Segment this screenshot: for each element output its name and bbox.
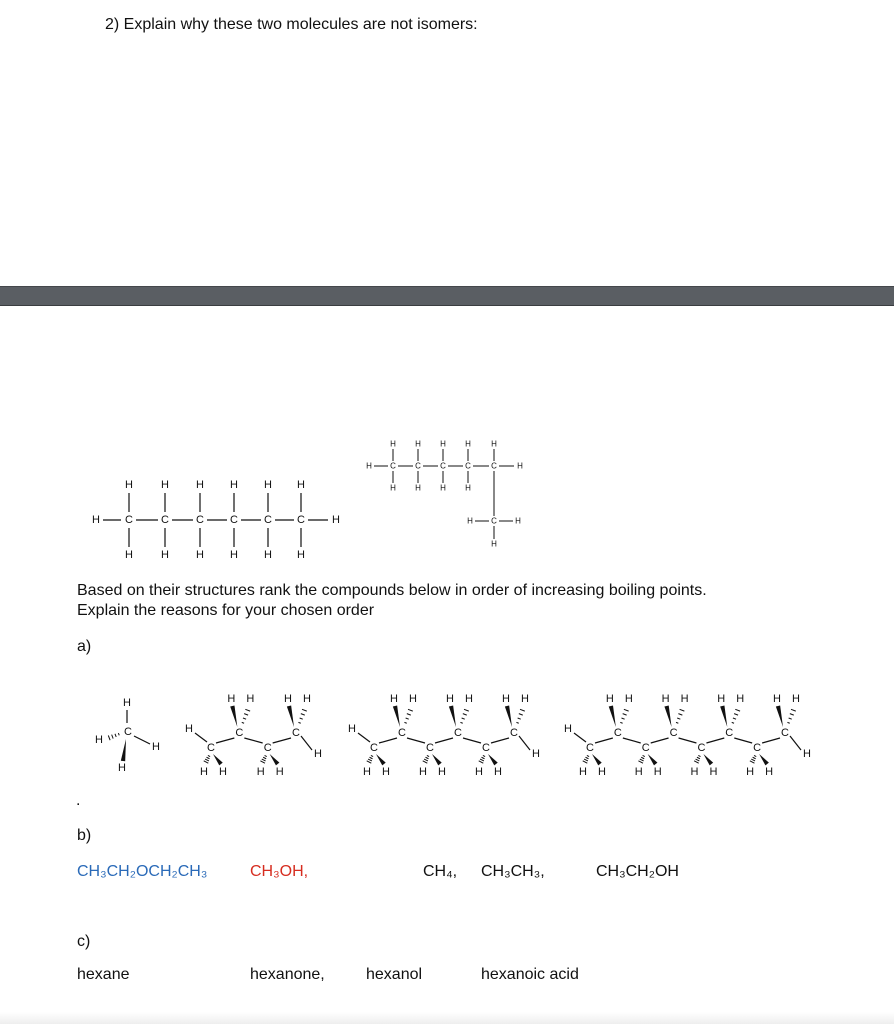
atom-h: H bbox=[196, 479, 204, 491]
atom-h: H bbox=[363, 766, 371, 778]
hashed-bond bbox=[698, 755, 700, 756]
atom-h: H bbox=[502, 693, 510, 705]
atom-h: H bbox=[415, 439, 421, 449]
atom-h: H bbox=[348, 723, 356, 735]
atom-c: C bbox=[440, 461, 446, 471]
hashed-bond bbox=[371, 755, 373, 756]
hashed-bond bbox=[734, 714, 738, 716]
hashed-bond bbox=[204, 761, 209, 763]
atom-h: H bbox=[690, 766, 699, 778]
page-bottom-edge bbox=[0, 1012, 894, 1024]
atom-c: C bbox=[398, 727, 406, 739]
hashed-bond bbox=[520, 709, 525, 711]
atom-h: H bbox=[297, 479, 305, 491]
hashed-bond bbox=[298, 722, 300, 723]
wedge-bond bbox=[376, 754, 386, 765]
hashed-bond bbox=[302, 709, 307, 711]
boiling-prompt-line2: Explain the reasons for your chosen order bbox=[77, 602, 375, 619]
hashed-bond bbox=[480, 759, 484, 761]
hashed-bond bbox=[735, 709, 740, 711]
atom-h: H bbox=[390, 483, 396, 493]
compound-methanol: CH₃OH, bbox=[250, 863, 309, 880]
hashed-bond bbox=[205, 759, 209, 761]
hashed-bond bbox=[519, 714, 523, 716]
atom-c: C bbox=[613, 727, 622, 739]
hashed-bond bbox=[301, 714, 305, 716]
atom-h: H bbox=[773, 693, 781, 705]
atom-h: H bbox=[332, 514, 340, 526]
atom-h: H bbox=[446, 693, 454, 705]
atom-h: H bbox=[297, 549, 305, 561]
atom-h: H bbox=[746, 766, 755, 778]
wedge-bond bbox=[287, 705, 294, 727]
atom-h: H bbox=[680, 693, 689, 705]
atom-h: H bbox=[230, 479, 238, 491]
atom-h: H bbox=[465, 439, 471, 449]
atom-h: H bbox=[196, 549, 204, 561]
atom-h: H bbox=[634, 766, 643, 778]
atom-h: H bbox=[366, 461, 372, 471]
hashed-bond bbox=[265, 755, 267, 756]
hashed-bond bbox=[694, 761, 699, 763]
atom-h: H bbox=[440, 483, 446, 493]
bond bbox=[358, 733, 370, 742]
hashed-bond bbox=[583, 761, 588, 763]
atom-h: H bbox=[227, 693, 236, 705]
hashed-bond bbox=[643, 755, 645, 756]
hashed-bond bbox=[463, 714, 467, 716]
atom-h: H bbox=[161, 549, 169, 561]
atom-h: H bbox=[264, 549, 272, 561]
hashed-bond bbox=[751, 759, 755, 761]
hashed-bond bbox=[208, 755, 210, 756]
atom-h: H bbox=[624, 693, 633, 705]
hashed-bond bbox=[676, 722, 678, 723]
atom-h: H bbox=[264, 479, 272, 491]
bond bbox=[790, 736, 801, 750]
hashed-bond bbox=[244, 714, 248, 716]
wedge-bond bbox=[592, 754, 602, 765]
hashed-bond bbox=[791, 709, 796, 711]
atom-h: H bbox=[579, 766, 587, 778]
compound-ethane: CH₃CH₃, bbox=[481, 863, 545, 880]
label-a: a) bbox=[77, 638, 92, 655]
bond bbox=[407, 738, 425, 743]
atom-c: C bbox=[390, 461, 396, 471]
atom-h: H bbox=[246, 693, 255, 705]
atom-c: C bbox=[465, 461, 471, 471]
alkane-structures bbox=[0, 685, 894, 785]
wedge-bond bbox=[449, 705, 456, 727]
atom-h: H bbox=[803, 748, 811, 760]
atom-h: H bbox=[230, 549, 238, 561]
hashed-bond bbox=[641, 757, 644, 759]
bond bbox=[216, 738, 234, 743]
atom-h: H bbox=[125, 479, 133, 491]
hashed-bond bbox=[585, 757, 588, 759]
hashed-bond bbox=[108, 735, 110, 740]
bond bbox=[463, 738, 481, 743]
hashed-bond bbox=[300, 718, 303, 719]
hashed-bond bbox=[732, 722, 734, 723]
atom-c: C bbox=[196, 514, 204, 526]
atom-c: C bbox=[426, 742, 434, 754]
atom-c: C bbox=[235, 727, 244, 739]
atom-h: H bbox=[125, 549, 133, 561]
compound-hexane: hexane bbox=[77, 966, 130, 983]
bond bbox=[762, 738, 780, 743]
atom-c: C bbox=[482, 742, 490, 754]
atom-h: H bbox=[415, 483, 421, 493]
compound-methane: CH₄, bbox=[423, 863, 458, 880]
hashed-bond bbox=[424, 759, 428, 761]
atom-h: H bbox=[409, 693, 417, 705]
wedge-bond bbox=[720, 705, 727, 727]
atom-h: H bbox=[256, 766, 265, 778]
bond bbox=[623, 738, 641, 743]
bond bbox=[435, 738, 453, 743]
hashed-bond bbox=[620, 722, 622, 723]
bond bbox=[379, 738, 397, 743]
compound-hexanone: hexanone, bbox=[250, 966, 325, 983]
atom-h: H bbox=[792, 693, 800, 705]
hashed-bond bbox=[206, 757, 209, 759]
hashed-bond bbox=[479, 761, 484, 763]
hashed-bond bbox=[243, 718, 246, 719]
label-b: b) bbox=[77, 827, 92, 844]
hashed-bond bbox=[584, 759, 588, 761]
question-2-text: 2) Explain why these two molecules are not isomers: bbox=[105, 16, 478, 33]
hashed-bond bbox=[118, 733, 119, 735]
atom-c: C bbox=[491, 516, 497, 526]
atom-c: C bbox=[415, 461, 421, 471]
atom-h: H bbox=[521, 693, 529, 705]
boiling-prompt bbox=[77, 581, 707, 621]
atom-c: C bbox=[641, 742, 650, 754]
atom-h: H bbox=[532, 748, 540, 760]
atom-h: H bbox=[467, 516, 473, 526]
atom-h: H bbox=[303, 693, 311, 705]
hashed-bond bbox=[733, 718, 736, 719]
hashed-bond bbox=[423, 761, 428, 763]
atom-c: C bbox=[125, 514, 133, 526]
bond bbox=[301, 736, 312, 750]
compound-hexanoic-acid: hexanoic acid bbox=[481, 966, 579, 983]
atom-h: H bbox=[515, 516, 521, 526]
label-c: c) bbox=[77, 933, 91, 950]
atom-h: H bbox=[314, 748, 322, 760]
hashed-bond bbox=[367, 761, 372, 763]
atom-h: H bbox=[123, 697, 131, 709]
wedge-bond bbox=[393, 705, 400, 727]
atom-h: H bbox=[390, 439, 396, 449]
hashed-bond bbox=[369, 757, 372, 759]
hashed-bond bbox=[518, 718, 521, 719]
atom-h: H bbox=[494, 766, 502, 778]
hashed-bond bbox=[638, 761, 643, 763]
atom-h: H bbox=[465, 483, 471, 493]
atom-c: C bbox=[697, 742, 706, 754]
atom-h: H bbox=[438, 766, 446, 778]
compound-diethyl-ether: CH₃CH₂OCH₂CH₃ bbox=[77, 863, 208, 880]
hashed-bond bbox=[245, 709, 250, 711]
wedge-bond bbox=[505, 705, 512, 727]
wedge-bond bbox=[488, 754, 498, 765]
atom-h: H bbox=[653, 766, 662, 778]
hashed-bond bbox=[115, 734, 116, 737]
hashed-bond bbox=[481, 757, 484, 759]
bond bbox=[651, 738, 669, 743]
atom-h: H bbox=[440, 439, 446, 449]
hashed-bond bbox=[790, 714, 794, 716]
hashed-bond bbox=[464, 709, 469, 711]
atom-c: C bbox=[161, 514, 169, 526]
hashed-bond bbox=[787, 722, 789, 723]
wedge-bond bbox=[230, 705, 237, 727]
wedge-bond bbox=[664, 705, 671, 727]
atom-h: H bbox=[491, 539, 497, 549]
hashed-bond bbox=[263, 757, 266, 759]
hashed-bond bbox=[427, 755, 429, 756]
atom-c: C bbox=[263, 742, 272, 754]
hashed-bond bbox=[640, 759, 644, 761]
hashed-bond bbox=[483, 755, 485, 756]
atom-h: H bbox=[284, 693, 292, 705]
atom-c: C bbox=[264, 514, 272, 526]
atom-h: H bbox=[598, 766, 606, 778]
bond bbox=[679, 738, 697, 743]
hashed-bond bbox=[680, 709, 685, 711]
atom-c: C bbox=[124, 726, 132, 738]
hashed-bond bbox=[623, 714, 627, 716]
atom-c: C bbox=[753, 742, 762, 754]
hashed-bond bbox=[407, 714, 411, 716]
hashed-bond bbox=[750, 761, 755, 763]
bond bbox=[273, 738, 291, 743]
atom-h: H bbox=[95, 734, 103, 746]
wedge-bond bbox=[213, 754, 223, 765]
bond bbox=[519, 736, 530, 750]
wedge-bond bbox=[121, 739, 126, 761]
hashed-bond bbox=[425, 757, 428, 759]
hashed-bond bbox=[368, 759, 372, 761]
atom-c: C bbox=[781, 727, 789, 739]
hashed-bond bbox=[677, 718, 680, 719]
atom-h: H bbox=[185, 723, 193, 735]
atom-h: H bbox=[382, 766, 390, 778]
section-divider bbox=[0, 286, 894, 306]
wedge-bond bbox=[270, 754, 280, 765]
bond bbox=[734, 738, 752, 743]
atom-h: H bbox=[736, 693, 745, 705]
atom-h: H bbox=[709, 766, 718, 778]
bond bbox=[595, 738, 613, 743]
hashed-bond bbox=[460, 722, 462, 723]
atom-h: H bbox=[765, 766, 774, 778]
hashed-bond bbox=[753, 757, 756, 759]
atom-c: C bbox=[510, 727, 518, 739]
hashed-bond bbox=[404, 722, 406, 723]
atom-h: H bbox=[200, 766, 208, 778]
hashed-bond bbox=[621, 718, 624, 719]
bond bbox=[244, 738, 262, 743]
hashed-bond bbox=[678, 714, 682, 716]
atom-h: H bbox=[475, 766, 483, 778]
atom-h: H bbox=[152, 741, 160, 753]
atom-h: H bbox=[161, 479, 169, 491]
structural-formulas bbox=[0, 420, 894, 570]
bond bbox=[706, 738, 724, 743]
bond bbox=[574, 733, 586, 742]
atom-c: C bbox=[454, 727, 462, 739]
bond bbox=[195, 733, 207, 742]
hashed-bond bbox=[754, 755, 756, 756]
wedge-bond bbox=[703, 754, 713, 765]
bond bbox=[134, 736, 150, 744]
atom-c: C bbox=[370, 742, 378, 754]
hashed-bond bbox=[112, 735, 113, 739]
atom-h: H bbox=[419, 766, 427, 778]
bullet-dot: . bbox=[76, 792, 81, 809]
atom-h: H bbox=[717, 693, 726, 705]
hashed-bond bbox=[697, 757, 700, 759]
atom-c: C bbox=[207, 742, 215, 754]
atom-c: C bbox=[669, 727, 678, 739]
atom-c: C bbox=[230, 514, 238, 526]
atom-c: C bbox=[725, 727, 734, 739]
hashed-bond bbox=[242, 722, 244, 723]
hashed-bond bbox=[406, 718, 409, 719]
bond bbox=[491, 738, 509, 743]
wedge-bond bbox=[432, 754, 442, 765]
hashed-bond bbox=[516, 722, 518, 723]
hashed-bond bbox=[408, 709, 413, 711]
hashed-bond bbox=[587, 755, 589, 756]
atom-h: H bbox=[564, 723, 572, 735]
boiling-prompt-line1: Based on their structures rank the compounds below in order of increasing boiling points. bbox=[77, 582, 707, 599]
wedge-bond bbox=[759, 754, 769, 765]
atom-c: C bbox=[586, 742, 594, 754]
hashed-bond bbox=[696, 759, 700, 761]
atom-h: H bbox=[605, 693, 614, 705]
atom-c: C bbox=[491, 461, 497, 471]
atom-c: C bbox=[292, 727, 300, 739]
atom-h: H bbox=[491, 439, 497, 449]
atom-h: H bbox=[118, 762, 126, 774]
wedge-bond bbox=[609, 705, 616, 727]
hashed-bond bbox=[262, 759, 266, 761]
atom-h: H bbox=[465, 693, 473, 705]
hashed-bond bbox=[462, 718, 465, 719]
wedge-bond bbox=[648, 754, 658, 765]
wedge-bond bbox=[776, 705, 783, 727]
atom-h: H bbox=[517, 461, 523, 471]
atom-h: H bbox=[390, 693, 398, 705]
atom-h: H bbox=[661, 693, 670, 705]
atom-h: H bbox=[275, 766, 284, 778]
compound-hexanol: hexanol bbox=[366, 966, 423, 983]
atom-c: C bbox=[297, 514, 305, 526]
compound-ethanol: CH₃CH₂OH bbox=[596, 863, 679, 880]
atom-h: H bbox=[219, 766, 227, 778]
hashed-bond bbox=[789, 718, 792, 719]
hashed-bond bbox=[624, 709, 629, 711]
atom-h: H bbox=[92, 514, 100, 526]
hashed-bond bbox=[260, 761, 265, 763]
